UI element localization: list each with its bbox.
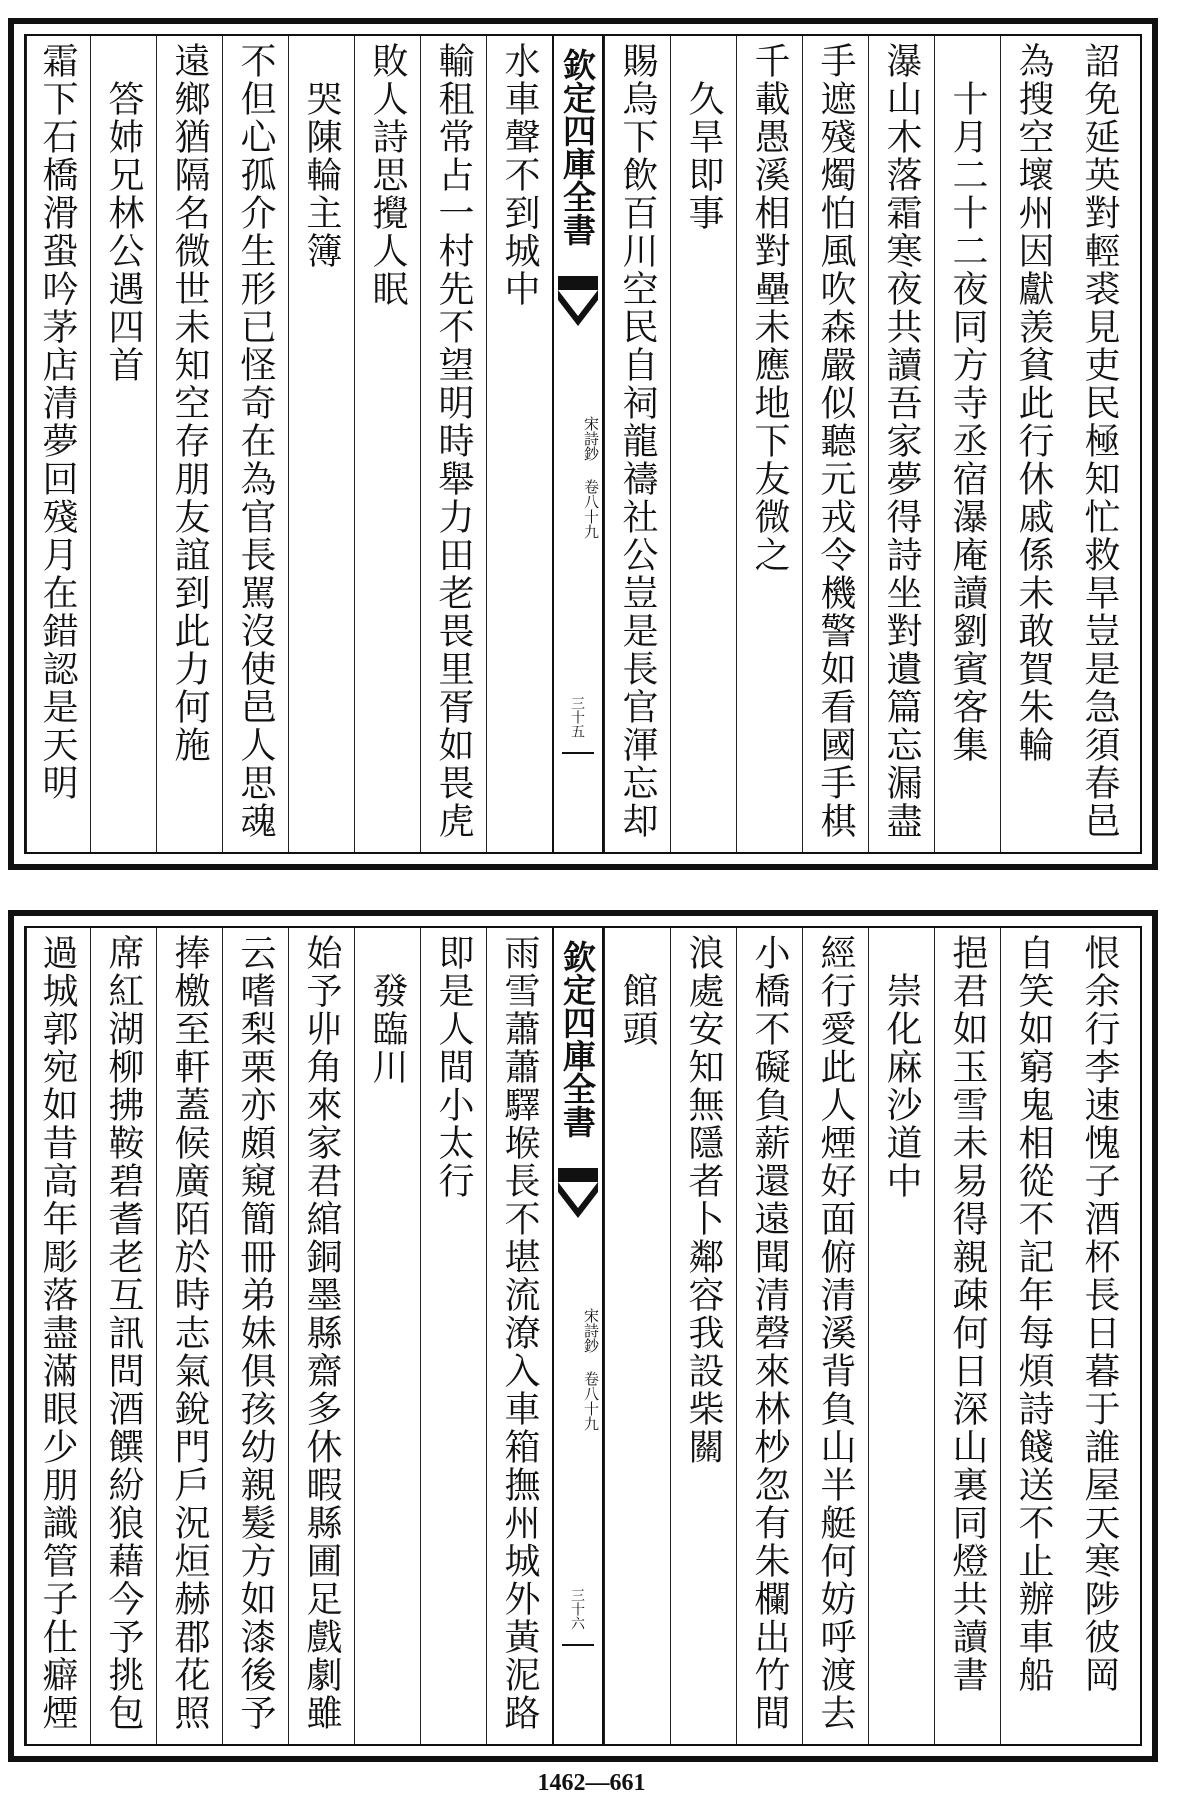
text-column — [420, 928, 486, 1744]
column-text: 輸租常占一村先不望明時舉力田老畏里胥如畏虎 — [433, 42, 474, 840]
text-column — [222, 928, 288, 1744]
text-column — [26, 928, 90, 1744]
text-column — [486, 928, 552, 1744]
column-text: 瀑山木落霜寒夜共讀吾家夢得詩坐對遺篇忘漏盡 — [881, 42, 922, 840]
column-text: 哭陳輪主簿 — [301, 42, 342, 270]
page-footer-number: 1462—661 — [537, 1770, 646, 1796]
spine-title: 欽定四庫全書 — [558, 940, 597, 1138]
text-column — [802, 928, 868, 1744]
spine-page-number: 三十五 — [569, 696, 585, 738]
text-column — [934, 928, 1000, 1744]
spine-subtitle: 宋詩鈔 卷八十九 — [582, 416, 600, 539]
column-text: 崇化麻沙道中 — [881, 934, 922, 1200]
lower-page-frame — [24, 926, 1142, 1746]
text-column — [156, 36, 222, 852]
column-text: 捧檄至軒蓋候廣陌於時志氣銳門戶況烜赫郡花照 — [169, 934, 210, 1732]
fishtail-mark-icon — [558, 276, 598, 336]
column-text: 發臨川 — [367, 934, 408, 1086]
text-column — [90, 36, 156, 852]
text-column — [288, 928, 354, 1744]
text-column — [26, 36, 90, 852]
text-column — [670, 928, 736, 1744]
column-text: 為搜空壞州因獻羡貧此行休戚係未敢賀朱輪 — [1013, 42, 1054, 764]
column-text: 浪處安知無隱者卜鄰容我設柴關 — [683, 934, 724, 1466]
column-text: 過城郭宛如昔高年彫落盡滿眼少朋識管子仕癖煙 — [37, 934, 78, 1732]
column-text: 遠鄉猶隔名微世未知空存朋友誼到此力何施 — [169, 42, 210, 764]
text-column — [222, 36, 288, 852]
text-column — [420, 36, 486, 852]
column-text: 不但心孤介生形已怪奇在為官長駡沒使邑人思魂 — [235, 42, 276, 840]
text-column — [354, 928, 420, 1744]
text-column — [670, 36, 736, 852]
column-text: 云嗜梨栗亦頗窺簡冊弟妹俱孩幼親髮方如漆後予 — [235, 934, 276, 1732]
column-text: 經行愛此人煙好面俯清溪背負山半艇何妨呼渡去 — [815, 934, 856, 1732]
center-spine — [552, 36, 604, 852]
column-text: 自笑如窮鬼相從不記年每煩詩餞送不止辦車船 — [1013, 934, 1054, 1694]
column-text: 始予丱角來家君綰銅墨縣齋多休暇縣圃足戲劇雖 — [301, 934, 342, 1732]
column-text: 答姉兄林公遇四首 — [103, 42, 144, 384]
center-spine — [552, 928, 604, 1744]
text-column — [354, 36, 420, 852]
text-column — [1000, 36, 1066, 852]
column-text: 席紅湖柳拂鞍碧耆老互訊問酒饌紛狼藉今予挑包 — [103, 934, 144, 1732]
column-text: 館頭 — [617, 934, 658, 1048]
text-column — [604, 928, 670, 1744]
column-text: 十月二十二夜同方寺丞宿瀑庵讀劉賓客集 — [947, 42, 988, 764]
column-text: 雨雪蕭蕭驛堠長不堪流潦入車箱撫州城外黃泥路 — [499, 934, 540, 1732]
column-text: 挹君如玉雪未易得親疎何日深山裏同燈共讀書 — [947, 934, 988, 1694]
column-text: 久旱即事 — [683, 42, 724, 232]
text-column — [604, 36, 670, 852]
spine-rule — [562, 1644, 594, 1646]
text-column — [868, 36, 934, 852]
text-column — [868, 928, 934, 1744]
text-column — [288, 36, 354, 852]
column-text: 千載愚溪相對壘未應地下友微之 — [749, 42, 790, 574]
column-text: 小橋不礙負薪還遠聞清磬來林杪忽有朱欄出竹間 — [749, 934, 790, 1732]
text-column — [736, 928, 802, 1744]
spine-subtitle: 宋詩鈔 卷八十九 — [582, 1308, 600, 1431]
column-text: 霜下石橋滑蛩吟茅店清夢回殘月在錯認是天明 — [37, 42, 78, 802]
text-column — [736, 36, 802, 852]
upper-page — [8, 18, 1158, 870]
text-column — [802, 36, 868, 852]
column-text: 賜烏下飲百川空民自祠龍禱社公豈是長官渾忘却 — [617, 42, 658, 840]
column-text: 詔免延英對輕裘見吏民極知忙救旱豈是急須春邑 — [1079, 42, 1120, 840]
spine-rule — [562, 752, 594, 754]
spine-page-number: 三十六 — [569, 1588, 585, 1630]
lower-page — [8, 910, 1158, 1762]
fishtail-mark-icon — [558, 1168, 598, 1228]
upper-page-frame — [24, 34, 1142, 854]
spine-title: 欽定四庫全書 — [558, 48, 597, 246]
column-text: 水車聲不到城中 — [499, 42, 540, 308]
text-column — [934, 36, 1000, 852]
text-column — [1066, 928, 1132, 1744]
column-text: 即是人間小太行 — [433, 934, 474, 1200]
column-text: 手遮殘燭怕風吹森嚴似聽元戎令機警如看國手棋 — [815, 42, 856, 840]
column-text: 恨余行李速愧子酒杯長日暮于誰屋天寒陟彼岡 — [1079, 934, 1120, 1694]
column-text: 敗人詩思攪人眠 — [367, 42, 408, 308]
text-column — [486, 36, 552, 852]
text-column — [1066, 36, 1132, 852]
text-column — [90, 928, 156, 1744]
text-column — [1000, 928, 1066, 1744]
text-column — [156, 928, 222, 1744]
